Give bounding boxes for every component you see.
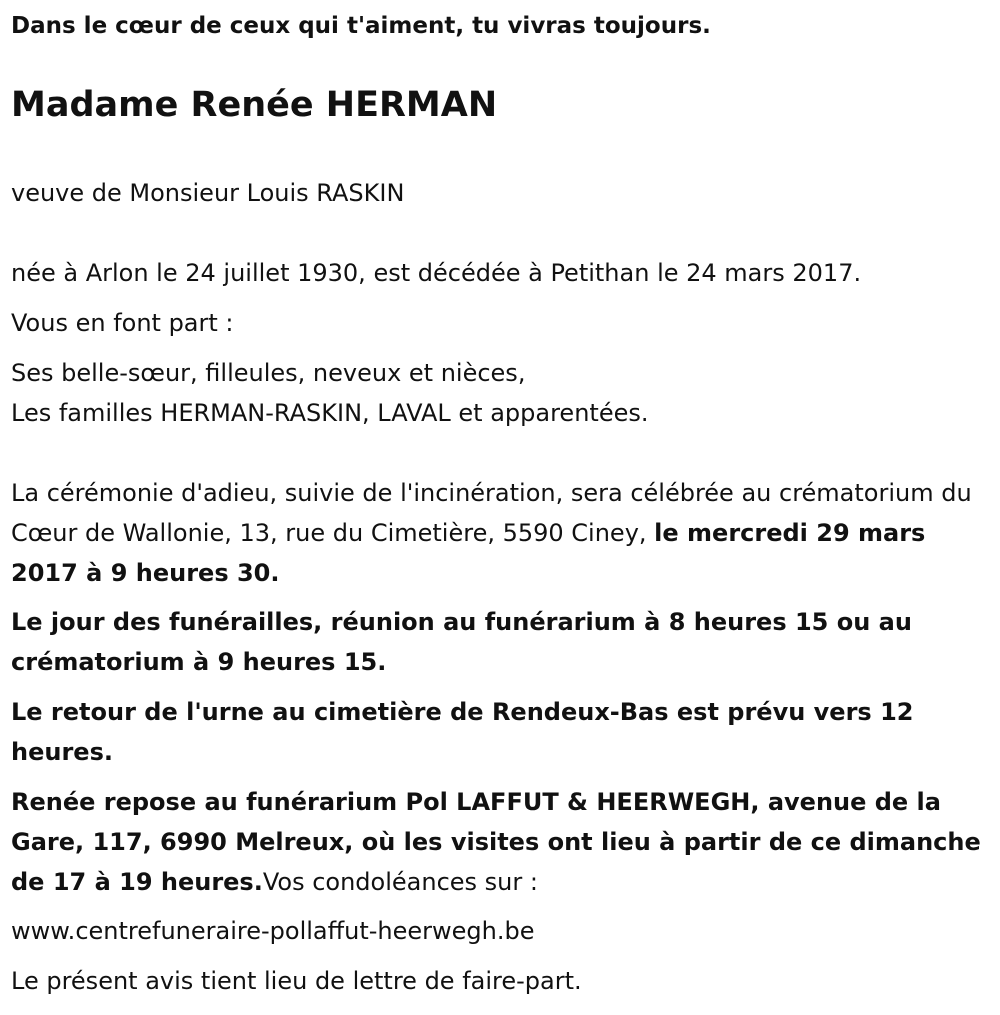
widow-of: veuve de Monsieur Louis RASKIN (11, 179, 405, 207)
visits-text: Renée repose au funérarium Pol LAFFUT & HEERWEGH, avenue de la Gare, 117, 6990 Melreux, où les visites ont lieu à partir de ce dimanche de 17 à 19 heures. (11, 788, 981, 896)
closing-note: Le présent avis tient lieu de lettre de faire-part. (11, 967, 582, 995)
announce: Vous en font part : (11, 309, 234, 337)
family-line-2: Les familles HERMAN-RASKIN, LAVAL et apparentées. (11, 399, 649, 427)
website-link[interactable]: www.centrefuneraire-pollaffut-heerwegh.be (11, 917, 535, 945)
condolences-text: Vos condoléances sur : (262, 868, 538, 896)
urn-paragraph: Le retour de l'urne au cimetière de Rendeux-Bas est prévu vers 12 heures. (11, 698, 914, 766)
family-line-1: Ses belle-sœur, filleules, neveux et nièces, (11, 359, 526, 387)
motto: Dans le cœur de ceux qui t'aiment, tu vivras toujours. (11, 13, 711, 39)
deceased-name: Madame Renée HERMAN (11, 85, 498, 125)
meeting-paragraph: Le jour des funérailles, réunion au funérarium à 8 heures 15 ou au crématorium à 9 heures 15. (11, 608, 912, 676)
visits-paragraph (11, 782, 986, 902)
birth-death: née à Arlon le 24 juillet 1930, est décédée à Petithan le 24 mars 2017. (11, 259, 862, 287)
ceremony-paragraph (11, 473, 986, 593)
ceremony-text: La cérémonie d'adieu, suivie de l'incinération, sera célébrée au crématorium du Cœur de Wallonie, 13, rue du Cimetière, 5590 Ciney, (11, 479, 972, 547)
ceremony-date: le mercredi 29 mars 2017 à 9 heures 30. (11, 519, 926, 587)
